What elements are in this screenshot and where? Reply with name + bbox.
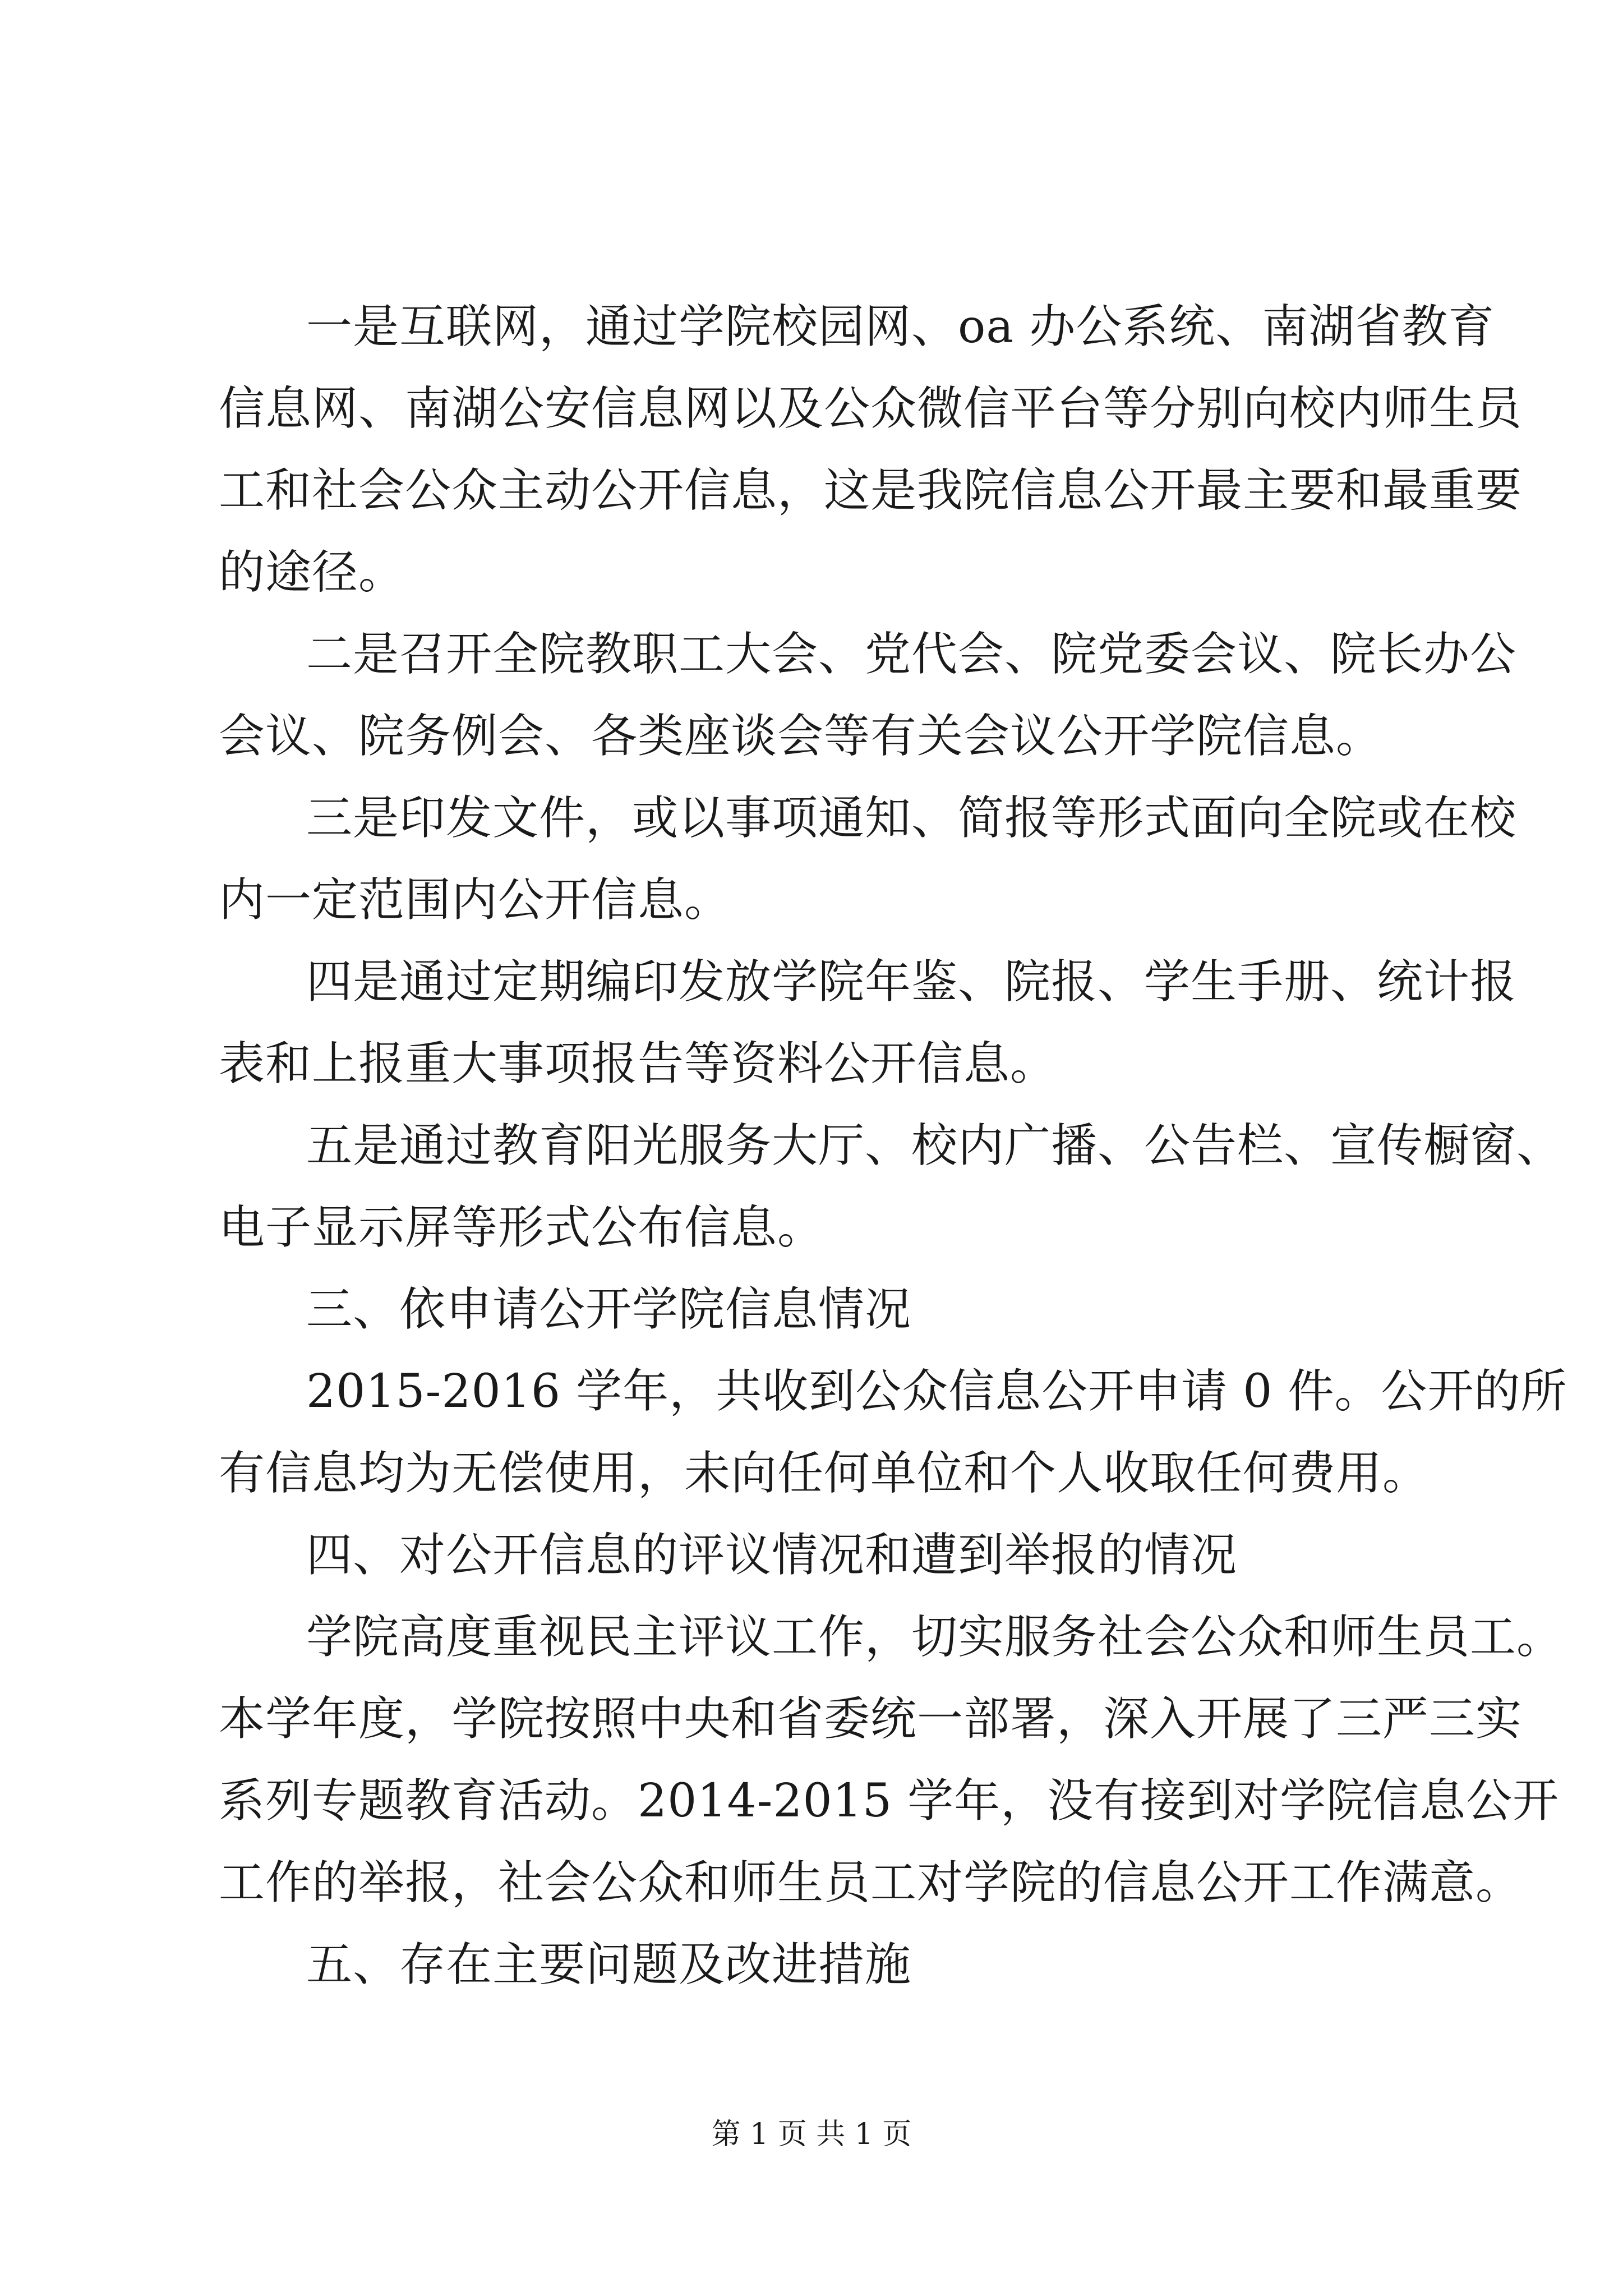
- paragraph-line: 内一定范围内公开信息。: [219, 873, 731, 927]
- document-body: [219, 286, 1567, 2006]
- paragraph-line: 有信息均为无偿使用，未向任何单位和个人收取任何费用。: [219, 1447, 1430, 1500]
- paragraph-line: 工作的举报，社会公众和师生员工对学院的信息公开工作满意。: [219, 1856, 1523, 1910]
- section-heading: 四、对公开信息的评议情况和遭到举报的情况: [306, 1529, 1238, 1582]
- paragraph-line: 系列专题教育活动。2014-2015 学年，没有接到对学院信息公开: [219, 1774, 1560, 1828]
- paragraph-line: 学院高度重视民主评议工作，切实服务社会公众和师生员工。: [306, 1611, 1564, 1664]
- paragraph-line: 的途径。: [219, 546, 405, 599]
- paragraph-line: 信息网、南湖公安信息网以及公众微信平台等分别向校内师生员: [219, 382, 1523, 435]
- page-number-footer: 第 1 页 共 1 页: [711, 2118, 912, 2151]
- paragraph-line: 三是印发文件，或以事项通知、简报等形式面向全院或在校: [306, 792, 1517, 845]
- paragraph-line: 二是召开全院教职工大会、党代会、院党委会议、院长办公: [306, 628, 1517, 681]
- paragraph-line: 本学年度，学院按照中央和省委统一部署，深入开展了三严三实: [219, 1692, 1523, 1746]
- paragraph-line: 四是通过定期编印发放学院年鉴、院报、学生手册、统计报: [306, 955, 1517, 1009]
- paragraph-line: 五是通过教育阳光服务大厅、校内广播、公告栏、宣传橱窗、: [306, 1119, 1564, 1172]
- paragraph-line: 一是互联网，通过学院校园网、oa 办公系统、南湖省教育: [306, 300, 1495, 353]
- paragraph-line: 工和社会公众主动公开信息，这是我院信息公开最主要和最重要: [219, 464, 1523, 517]
- section-heading: 五、存在主要问题及改进措施: [306, 1938, 912, 1991]
- paragraph-line: 表和上报重大事项报告等资料公开信息。: [219, 1037, 1057, 1091]
- paragraph-line: 电子显示屏等形式公布信息。: [219, 1201, 824, 1254]
- paragraph-line: 会议、院务例会、各类座谈会等有关会议公开学院信息。: [219, 710, 1383, 763]
- paragraph-line: 2015-2016 学年，共收到公众信息公开申请 0 件。公开的所: [306, 1365, 1567, 1418]
- section-heading: 三、依申请公开学院信息情况: [306, 1283, 912, 1336]
